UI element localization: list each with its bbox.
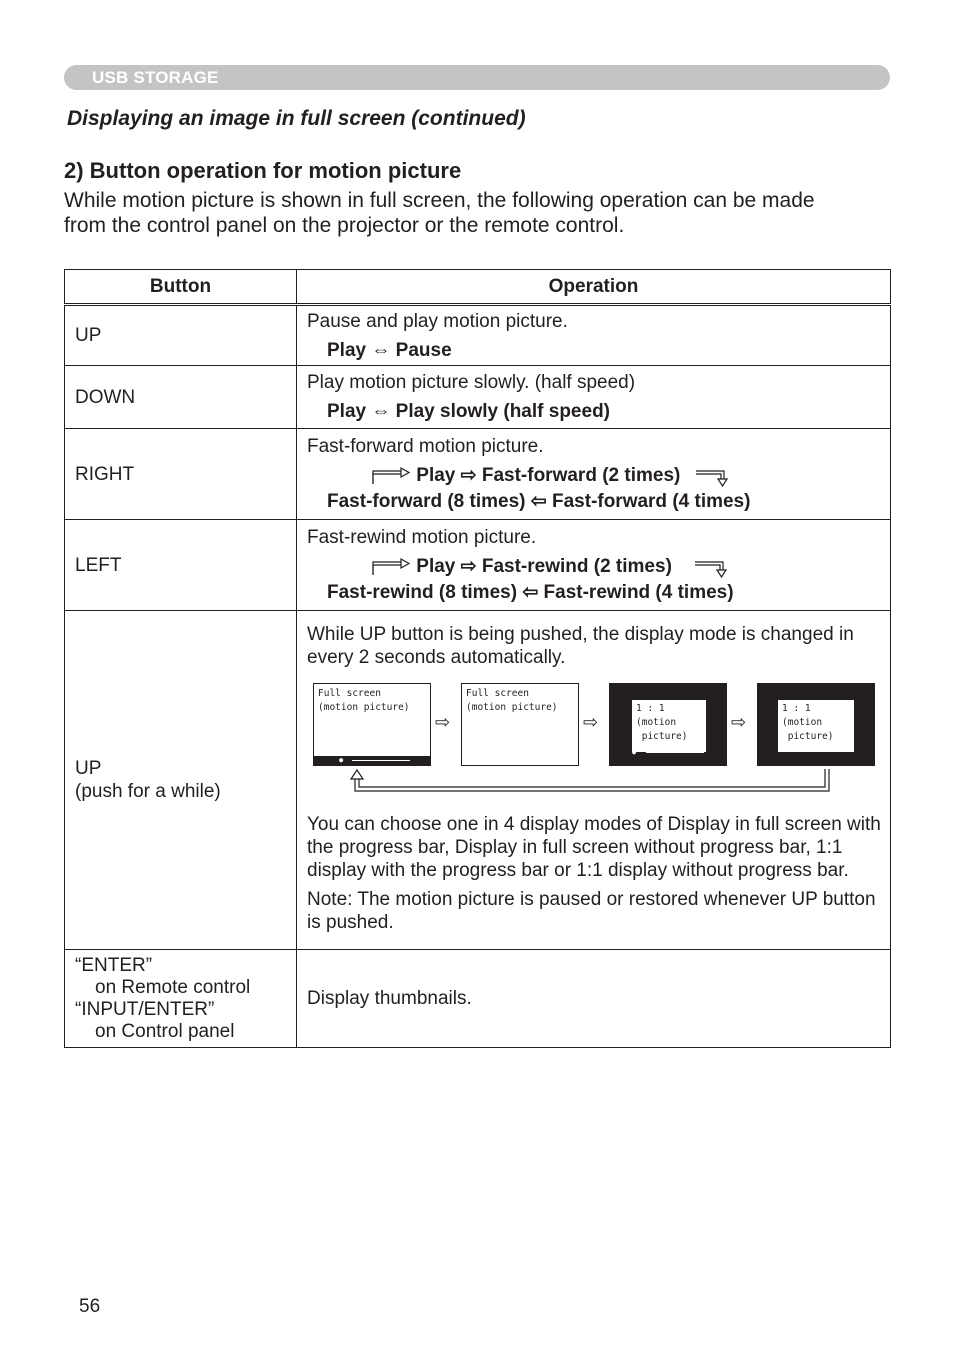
seq-item: Play — [327, 401, 367, 422]
button-label: “ENTER” — [75, 954, 153, 976]
section-header-bar — [64, 65, 890, 90]
table-header-row — [65, 270, 891, 305]
button-cell: RIGHT — [65, 429, 297, 520]
page-subtitle: Displaying an image in full screen (continued) — [67, 107, 526, 130]
left-arrow-icon: ⇦ — [530, 491, 547, 512]
operation-note: Note: The motion picture is paused or restored whenever UP button is pushed. — [307, 888, 876, 933]
double-arrow-icon: ⇔ — [371, 339, 391, 361]
mode-label: 1 : 1 (motion picture) — [778, 700, 854, 752]
intro-paragraph — [64, 188, 894, 238]
table-row-enter — [65, 950, 891, 1048]
right-arrow-icon: ⇨ — [460, 556, 477, 577]
loop-down-arrow-icon — [694, 465, 734, 487]
loop-start-arrow-icon — [371, 557, 411, 577]
play-pause-icon: ● — [339, 755, 344, 764]
right-arrow-icon: ⇨ — [460, 465, 477, 486]
operation-table — [64, 269, 891, 1048]
operation-cell — [297, 520, 891, 611]
button-cell: UP — [65, 305, 297, 366]
double-arrow-icon: ⇔ — [371, 401, 391, 422]
operation-desc: Fast-forward motion picture. — [307, 436, 544, 457]
mode-label: 1 : 1 (motion picture) — [632, 700, 706, 752]
operation-sequence-bottom — [307, 490, 890, 513]
button-cell — [65, 950, 297, 1048]
operation-desc: Fast-rewind motion picture. — [307, 527, 537, 548]
intro-line-1: While motion picture is shown in full screen, the following operation can be made — [64, 189, 815, 212]
mode-full-screen — [461, 683, 579, 766]
seq-item: Fast-forward (2 times) — [481, 465, 681, 486]
seq-item: Play — [416, 465, 456, 486]
seq-item: Fast-forward (8 times) — [327, 491, 526, 512]
table-row-down — [65, 366, 891, 429]
operation-cell: Display thumbnails. — [297, 950, 891, 1048]
button-sublabel: (push for a while) — [75, 781, 221, 802]
progress-bar — [632, 748, 704, 757]
right-arrow-icon: ⇨ — [583, 711, 599, 732]
button-label: “INPUT/ENTER” — [75, 998, 215, 1020]
operation-desc: While UP button is being pushed, the display mode is changed in every 2 seconds automatically. — [307, 623, 854, 668]
table-row-left — [65, 520, 891, 611]
operation-cell — [297, 611, 891, 950]
table-row-up-hold — [65, 611, 891, 950]
button-cell: LEFT — [65, 520, 297, 611]
button-cell: DOWN — [65, 366, 297, 429]
operation-sequence — [307, 400, 890, 423]
button-sublabel: on Remote control — [95, 976, 251, 998]
loop-start-arrow-icon — [371, 466, 411, 486]
display-mode-diagram — [307, 683, 877, 797]
table-row-right — [65, 429, 891, 520]
mode-one-to-one-progress — [609, 683, 727, 766]
table-row-up — [65, 305, 891, 366]
operation-sequence — [307, 339, 890, 362]
play-pause-icon: ● — [632, 747, 637, 756]
operation-cell — [297, 305, 891, 366]
seq-item: Play slowly (half speed) — [395, 401, 610, 422]
button-cell — [65, 611, 297, 950]
operation-cell — [297, 366, 891, 429]
operation-paragraph: You can choose one in 4 display modes of Display in full screen with the progress bar, Display in full screen without progress bar, 1:1 display with the progress bar or 1:1 display without progress bar. — [307, 813, 881, 881]
operation-cell — [297, 429, 891, 520]
mode-one-to-one — [757, 683, 875, 766]
operation-desc: Play motion picture slowly. (half speed) — [307, 372, 636, 393]
operation-sequence-top — [307, 464, 890, 487]
right-arrow-icon: ⇨ — [731, 711, 747, 732]
seq-item: Fast-rewind (2 times) — [481, 556, 672, 577]
seq-item: Fast-rewind (4 times) — [543, 582, 734, 603]
loop-down-arrow-icon — [693, 556, 733, 578]
mode-full-screen-progress — [313, 683, 431, 766]
mode-label: Full screen (motion picture) — [318, 687, 410, 713]
button-label: UP — [75, 758, 102, 779]
operation-sequence-bottom — [307, 581, 890, 604]
column-header-operation: Operation — [297, 270, 891, 305]
page-number: 56 — [79, 1296, 101, 1317]
operation-sequence-top — [307, 555, 890, 578]
column-header-button: Button — [65, 270, 297, 305]
button-sublabel: on Control panel — [95, 1020, 235, 1042]
progress-bar — [314, 756, 430, 765]
mode-label: Full screen (motion picture) — [466, 687, 558, 713]
seq-item: Fast-forward (4 times) — [551, 491, 751, 512]
section-heading: 2) Button operation for motion picture — [64, 158, 462, 183]
seq-item: Pause — [395, 339, 452, 361]
operation-desc: Pause and play motion picture. — [307, 310, 568, 332]
right-arrow-icon: ⇨ — [435, 711, 451, 732]
intro-line-2: from the control panel on the projector or the remote control. — [64, 214, 625, 237]
return-loop-arrow-icon — [307, 767, 877, 797]
seq-item: Fast-rewind (8 times) — [327, 582, 518, 603]
seq-item: Play — [416, 556, 456, 577]
left-arrow-icon: ⇦ — [522, 582, 539, 603]
seq-item: Play — [327, 339, 367, 361]
section-label: USB STORAGE — [92, 68, 219, 87]
